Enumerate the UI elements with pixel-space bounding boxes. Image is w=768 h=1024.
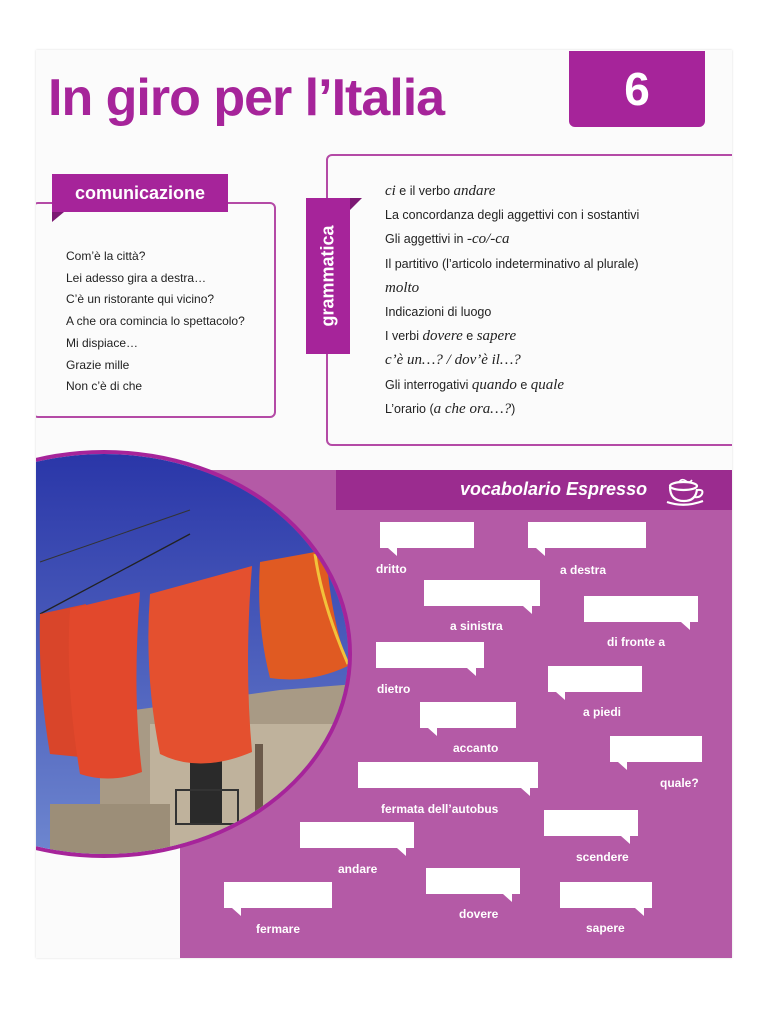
answer-bubble[interactable] [610,736,702,762]
answer-bubble[interactable] [560,882,652,908]
answer-bubble[interactable] [224,882,332,908]
answer-bubble[interactable] [380,522,474,548]
answer-bubble[interactable] [300,822,414,848]
laundry-photo [36,450,352,858]
vocab-word: di fronte a [607,635,666,649]
vocab-word: a destra [560,563,607,577]
coffee-cup-icon [664,475,706,507]
vocab-word: dritto [376,562,407,576]
vocab-word: dovere [459,907,499,921]
answer-bubble[interactable] [528,522,646,548]
vocab-word: fermare [256,922,301,936]
answer-bubble[interactable] [584,596,698,622]
answer-bubble[interactable] [424,580,540,606]
answer-bubble[interactable] [358,762,538,788]
grammatica-label: grammatica [317,225,338,327]
textbook-page [36,50,732,958]
list-item: I verbi dovere e sapere [385,328,517,345]
vocab-word: quale? [660,776,699,790]
list-item: ci e il verbo andare [385,183,496,199]
grammatica-list [385,179,639,421]
list-item: Grazie mille [66,357,130,372]
vocabolario-title: vocabolario Espresso [460,479,648,499]
list-item: La concordanza degli aggettivi con i sostantivi [385,208,640,223]
list-item: Com’è la città? [66,249,146,263]
list-item: Non c’è di che [66,379,143,394]
answer-bubble[interactable] [548,666,642,692]
list-item: Indicazioni di luogo [385,305,492,320]
list-item: Lei adesso gira a destra… [66,270,207,285]
answer-bubble[interactable] [544,810,638,836]
chapter-number: 6 [569,51,705,127]
list-item: c’è un…? / dov’è il…? [385,352,521,369]
vocab-word: andare [338,862,378,876]
vocab-word: fermata dell’autobus [381,802,499,816]
list-item: Gli interrogativi quando e quale [385,376,565,393]
vocab-word: a sinistra [450,619,503,633]
page-title: In giro per l’Italia [48,69,445,127]
vocab-word: sapere [586,921,625,935]
list-item: C’è un ristorante qui vicino? [66,292,215,307]
list-item: L’orario (a che ora…?) [385,400,516,417]
comunicazione-label: comunicazione [52,174,228,212]
comunicazione-list [66,246,245,398]
list-item: Mi dispiace… [66,335,139,350]
vocab-word: a piedi [583,705,622,719]
vocab-word: accanto [453,741,499,755]
answer-bubble[interactable] [420,702,516,728]
list-item: molto [385,279,420,296]
answer-bubble[interactable] [376,642,484,668]
vocab-word: dietro [377,682,411,696]
list-item: Gli aggettivi in -co/-ca [385,231,510,248]
list-item: Il partitivo (l’articolo indeterminativo al plurale) [385,256,639,271]
vocab-word: scendere [576,850,629,864]
list-item: A che ora comincia lo spettacolo? [66,314,245,329]
answer-bubble[interactable] [426,868,520,894]
